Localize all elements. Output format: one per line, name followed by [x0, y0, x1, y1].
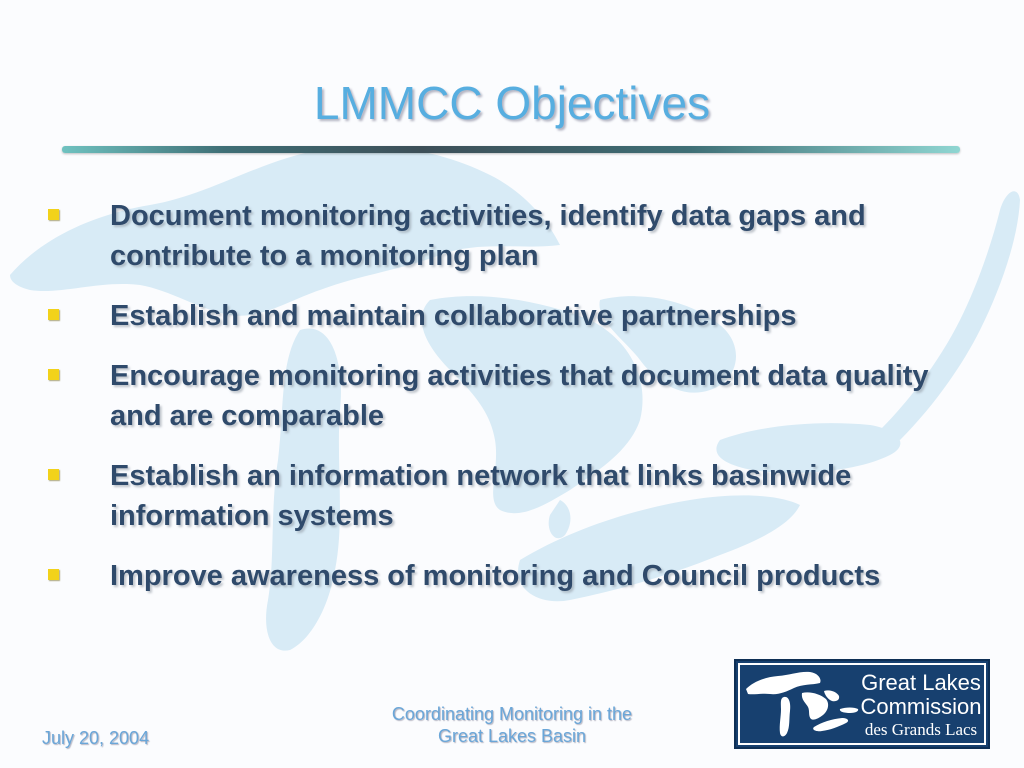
bullet-text: Improve awareness of monitoring and Council products	[110, 560, 881, 592]
bullet-item	[40, 356, 980, 436]
bullet-item	[40, 456, 980, 536]
square-bullet-icon	[48, 209, 59, 220]
footer-title-line-1: Coordinating Monitoring in the	[391, 704, 633, 724]
footer-title-line-2: Great Lakes Basin	[437, 726, 587, 746]
logo-line-1: Great Lakes	[861, 670, 981, 695]
square-bullet-icon	[48, 309, 59, 320]
title-divider	[62, 146, 960, 153]
footer-date: July 20, 2004	[42, 728, 150, 748]
bullet-text: Establish an information network that links basinwide information systems	[110, 460, 852, 532]
logo-wordmark	[856, 671, 986, 741]
square-bullet-icon	[48, 469, 59, 480]
objectives-list	[40, 196, 980, 616]
square-bullet-icon	[48, 369, 59, 380]
logo-line-2: Commission	[860, 694, 982, 719]
footer-presentation-title	[352, 703, 672, 747]
bullet-text: Encourage monitoring activities that document data quality and are comparable	[110, 360, 929, 432]
great-lakes-logo-map-icon	[744, 667, 862, 745]
great-lakes-commission-logo	[734, 659, 990, 749]
bullet-text: Document monitoring activities, identify data gaps and contribute to a monitoring plan	[110, 200, 866, 272]
bullet-text: Establish and maintain collaborative partnerships	[110, 300, 797, 332]
slide-title: LMMCC Objectives	[313, 77, 711, 129]
square-bullet-icon	[48, 569, 59, 580]
bullet-item	[40, 296, 980, 336]
bullet-item	[40, 556, 980, 596]
logo-line-3: des Grands Lacs	[864, 720, 978, 739]
bullet-item	[40, 196, 980, 276]
